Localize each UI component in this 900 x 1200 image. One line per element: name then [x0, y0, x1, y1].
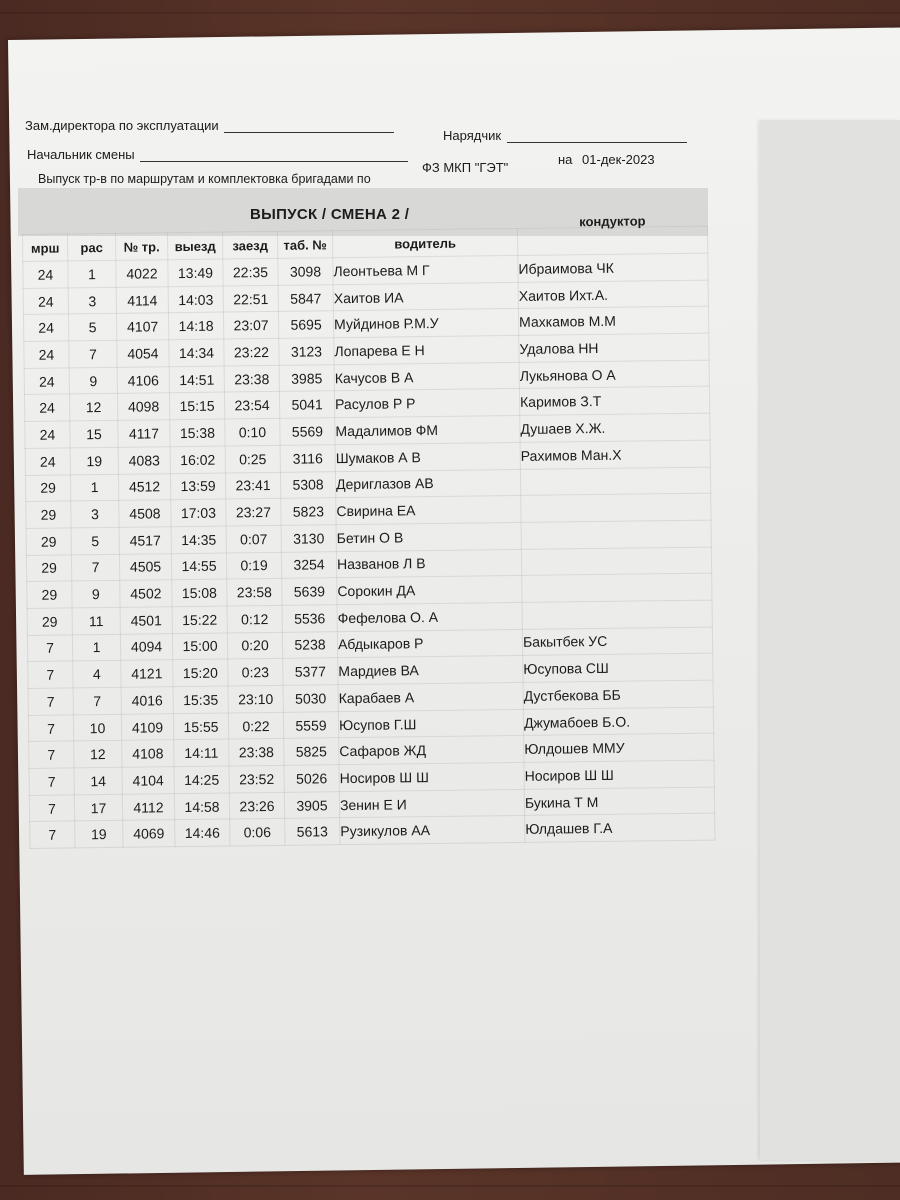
- cell-driver: Сафаров ЖД: [339, 736, 524, 765]
- cell-return: 23:38: [229, 739, 284, 766]
- cell-tab: 5825: [284, 738, 339, 765]
- cell-return: 22:51: [223, 285, 278, 312]
- cell-return: 0:06: [230, 819, 285, 846]
- cell-tab: 5847: [278, 284, 333, 311]
- cell-route: 7: [30, 821, 75, 848]
- cell-run: 17: [74, 794, 122, 821]
- cell-return: 0:19: [226, 552, 281, 579]
- cell-depart: 16:02: [170, 446, 225, 473]
- cell-driver: Носиров Ш Ш: [339, 762, 524, 791]
- cell-run: 7: [69, 340, 117, 367]
- cell-conductor: [521, 547, 711, 576]
- cell-route: 29: [27, 581, 72, 608]
- cell-route: 29: [26, 528, 71, 555]
- cell-driver: Муйдинов Р.М.У: [333, 309, 518, 338]
- cell-depart: 14:35: [171, 526, 226, 553]
- col-depart-header: выезд: [167, 232, 222, 260]
- cell-route: 29: [25, 474, 70, 501]
- cell-conductor: Джумабоев Б.О.: [523, 707, 713, 736]
- cell-conductor: Бакытбек УС: [522, 627, 712, 656]
- cell-route: 24: [24, 341, 69, 368]
- cell-route: 7: [28, 715, 73, 742]
- cell-depart: 14:58: [174, 793, 229, 820]
- cell-driver: Сорокин ДА: [337, 576, 522, 605]
- cell-return: 23:10: [228, 685, 283, 712]
- cell-conductor: [521, 493, 711, 522]
- cell-depart: 15:00: [172, 633, 227, 660]
- cell-driver: Шумаков А В: [335, 442, 520, 471]
- cell-conductor: [522, 600, 712, 629]
- cell-conductor: Дустбекова ББ: [523, 680, 713, 709]
- date-line: [558, 152, 655, 167]
- cell-run: 5: [68, 314, 116, 341]
- cell-vehicle: 4121: [121, 660, 173, 687]
- cell-tab: 5536: [282, 605, 337, 632]
- cell-run: 9: [72, 581, 120, 608]
- cell-driver: Лопарева Е Н: [334, 336, 519, 365]
- cell-tab: 5308: [280, 471, 335, 498]
- cell-return: 0:12: [227, 605, 282, 632]
- cell-vehicle: 4505: [119, 553, 171, 580]
- cell-driver: Абдыкаров Р: [337, 629, 522, 658]
- cell-run: 3: [68, 287, 116, 314]
- cell-conductor: [520, 467, 710, 496]
- cell-depart: 14:25: [174, 766, 229, 793]
- deputy-director-label: Зам.директора по эксплуатации: [25, 118, 219, 133]
- cell-driver: Расулов Р Р: [334, 389, 519, 418]
- cell-return: 23:22: [224, 338, 279, 365]
- document-title: ВЫПУСК / СМЕНА 2 /: [250, 206, 410, 223]
- cell-vehicle: 4512: [118, 473, 170, 500]
- cell-conductor: Юлдашев Г.А: [525, 814, 715, 843]
- release-line: [38, 172, 371, 186]
- cell-route: 24: [23, 314, 68, 341]
- cell-tab: 5030: [283, 685, 338, 712]
- cell-tab: 5238: [282, 631, 337, 658]
- signature-blank: [507, 130, 687, 143]
- cell-depart: 15:35: [173, 686, 228, 713]
- cell-route: 7: [27, 635, 72, 662]
- cell-depart: 14:55: [171, 553, 226, 580]
- cell-depart: 14:03: [168, 286, 223, 313]
- cell-depart: 13:59: [170, 473, 225, 500]
- cell-driver: Свирина ЕА: [336, 496, 521, 525]
- cell-depart: 15:15: [169, 392, 224, 419]
- col-return-header: заезд: [222, 231, 277, 259]
- cell-return: 23:38: [224, 365, 279, 392]
- cell-route: 7: [28, 688, 73, 715]
- cell-run: 14: [74, 767, 122, 794]
- cell-depart: 17:03: [171, 499, 226, 526]
- cell-run: 19: [75, 821, 123, 848]
- cell-run: 9: [69, 367, 117, 394]
- cell-tab: 3123: [279, 338, 334, 365]
- cell-vehicle: 4107: [116, 313, 168, 340]
- cell-run: 1: [68, 260, 116, 287]
- cell-depart: 15:20: [173, 659, 228, 686]
- cell-conductor: Хаитов Ихт.А.: [518, 280, 708, 309]
- cell-route: 7: [29, 768, 74, 795]
- cell-return: 0:23: [228, 659, 283, 686]
- cell-depart: 14:51: [169, 366, 224, 393]
- cell-tab: 5613: [285, 818, 340, 845]
- cell-conductor: Махкамов М.М: [518, 306, 708, 335]
- cell-return: 23:27: [226, 499, 281, 526]
- cell-return: 0:25: [225, 445, 280, 472]
- cell-driver: Карабаев А: [338, 682, 523, 711]
- cell-conductor: Букина Т М: [524, 787, 714, 816]
- cell-vehicle: 4094: [120, 633, 172, 660]
- cell-vehicle: 4098: [117, 393, 169, 420]
- cell-return: 22:35: [223, 258, 278, 285]
- cell-tab: 5569: [280, 418, 335, 445]
- cell-depart: 14:18: [168, 312, 223, 339]
- cell-route: 24: [23, 288, 68, 315]
- cell-vehicle: 4069: [123, 820, 175, 847]
- cell-route: 7: [29, 795, 74, 822]
- cell-tab: 3098: [278, 258, 333, 285]
- cell-route: 24: [25, 448, 70, 475]
- cell-run: 11: [72, 607, 120, 634]
- cell-run: 12: [74, 741, 122, 768]
- cell-driver: Бетин О В: [336, 522, 521, 551]
- cell-driver: Юсупов Г.Ш: [338, 709, 523, 738]
- cell-return: 23:26: [229, 792, 284, 819]
- cell-run: 1: [72, 634, 120, 661]
- cell-conductor: [521, 520, 711, 549]
- cell-driver: Мадалимов ФМ: [335, 416, 520, 445]
- cell-conductor: Каримов З.Т: [519, 387, 709, 416]
- cell-driver: Названов Л В: [336, 549, 521, 578]
- cell-vehicle: 4109: [121, 713, 173, 740]
- cell-vehicle: 4083: [118, 447, 170, 474]
- col-conductor-header: кондуктор: [517, 212, 707, 241]
- cell-tab: 3116: [280, 445, 335, 472]
- cell-depart: 15:08: [172, 579, 227, 606]
- cell-route: 7: [28, 661, 73, 688]
- cell-vehicle: 4114: [116, 286, 168, 313]
- cell-conductor: Ибраимова ЧК: [518, 253, 708, 282]
- cell-route: 24: [24, 368, 69, 395]
- cell-run: 12: [69, 394, 117, 421]
- paper-sheet-underlay: [760, 120, 900, 1160]
- cell-run: 10: [73, 714, 121, 741]
- cell-depart: 15:22: [172, 606, 227, 633]
- cell-driver: Леонтьева М Г: [333, 255, 518, 284]
- cell-conductor: Лукьянова О А: [519, 360, 709, 389]
- cell-driver: Рузикулов АА: [340, 816, 525, 845]
- cell-conductor: [522, 573, 712, 602]
- cell-run: 7: [71, 554, 119, 581]
- cell-run: 5: [71, 527, 119, 554]
- cell-vehicle: 4104: [122, 767, 174, 794]
- cell-tab: 5041: [279, 391, 334, 418]
- cell-depart: 14:46: [175, 819, 230, 846]
- cell-return: 23:41: [225, 472, 280, 499]
- col-vehicle-header: № тр.: [115, 233, 167, 261]
- cell-driver: Фефелова О. А: [337, 602, 522, 631]
- cell-tab: 5026: [284, 765, 339, 792]
- cell-vehicle: 4502: [120, 580, 172, 607]
- col-route-header: мрш: [23, 234, 68, 262]
- cell-vehicle: 4022: [116, 260, 168, 287]
- cell-return: 23:07: [223, 312, 278, 339]
- cell-vehicle: 4508: [119, 500, 171, 527]
- cell-route: 24: [24, 394, 69, 421]
- cell-conductor: Носиров Ш Ш: [524, 760, 714, 789]
- cell-route: 7: [29, 741, 74, 768]
- col-driver-header: водитель: [332, 228, 517, 257]
- cell-conductor: Рахимов Ман.Х: [520, 440, 710, 469]
- cell-driver: Зенин Е И: [339, 789, 524, 818]
- cell-return: 0:10: [225, 418, 280, 445]
- cell-run: 15: [70, 420, 118, 447]
- cell-driver: Дериглазов АВ: [335, 469, 520, 498]
- cell-depart: 13:49: [168, 259, 223, 286]
- shift-chief-line: [27, 147, 408, 162]
- cell-conductor: Юлдошев ММУ: [524, 733, 714, 762]
- cell-tab: 3254: [281, 551, 336, 578]
- cell-run: 7: [73, 687, 121, 714]
- cell-tab: 3905: [284, 791, 339, 818]
- cell-conductor: Юсупова СШ: [523, 653, 713, 682]
- cell-route: 29: [26, 501, 71, 528]
- cell-driver: Мардиев ВА: [338, 656, 523, 685]
- cell-vehicle: 4054: [117, 340, 169, 367]
- cell-route: 24: [25, 421, 70, 448]
- cell-vehicle: 4106: [117, 366, 169, 393]
- shift-chief-label: Начальник смены: [27, 147, 135, 162]
- cell-route: 24: [23, 261, 68, 288]
- col-tab-header: таб. №: [277, 231, 332, 259]
- cell-depart: 14:11: [174, 739, 229, 766]
- cell-tab: 5823: [281, 498, 336, 525]
- organization: ФЗ МКП "ГЭТ": [422, 160, 509, 175]
- cell-run: 4: [73, 661, 121, 688]
- cell-vehicle: 4517: [119, 527, 171, 554]
- cell-tab: 5639: [282, 578, 337, 605]
- cell-driver: Качусов В А: [334, 362, 519, 391]
- dispatcher-label: Нарядчик: [443, 128, 502, 143]
- deputy-director-line: [25, 118, 394, 133]
- cell-run: 19: [70, 447, 118, 474]
- release-text: Выпуск тр-в по маршрутам и комплектовка бригадами по: [38, 172, 371, 186]
- cell-tab: 3130: [281, 525, 336, 552]
- date-prefix: на: [558, 152, 573, 167]
- cell-driver: Хаитов ИА: [333, 282, 518, 311]
- cell-vehicle: 4501: [120, 607, 172, 634]
- cell-tab: 3985: [279, 364, 334, 391]
- cell-depart: 15:38: [170, 419, 225, 446]
- cell-return: 23:58: [227, 579, 282, 606]
- cell-return: 0:20: [227, 632, 282, 659]
- cell-run: 1: [70, 474, 118, 501]
- cell-tab: 5377: [283, 658, 338, 685]
- cell-vehicle: 4108: [122, 740, 174, 767]
- dispatcher-line: [443, 128, 687, 143]
- wood-grain: [0, 1185, 900, 1187]
- cell-route: 29: [27, 608, 72, 635]
- cell-run: 3: [71, 501, 119, 528]
- cell-conductor: Удалова НН: [519, 333, 709, 362]
- cell-vehicle: 4112: [122, 793, 174, 820]
- cell-return: 23:54: [224, 392, 279, 419]
- cell-tab: 5695: [278, 311, 333, 338]
- cell-conductor: Душаев Х.Ж.: [520, 413, 710, 442]
- cell-vehicle: 4016: [121, 687, 173, 714]
- cell-route: 29: [26, 554, 71, 581]
- cell-vehicle: 4117: [118, 420, 170, 447]
- col-run-header: рас: [68, 233, 116, 261]
- wood-grain: [0, 12, 900, 14]
- cell-return: 0:22: [228, 712, 283, 739]
- cell-return: 23:52: [229, 765, 284, 792]
- cell-depart: 15:55: [173, 713, 228, 740]
- cell-tab: 5559: [283, 711, 338, 738]
- cell-depart: 14:34: [169, 339, 224, 366]
- date-value: 01-дек-2023: [582, 152, 655, 167]
- cell-return: 0:07: [226, 525, 281, 552]
- signature-blank: [224, 120, 394, 133]
- signature-blank: [140, 149, 408, 162]
